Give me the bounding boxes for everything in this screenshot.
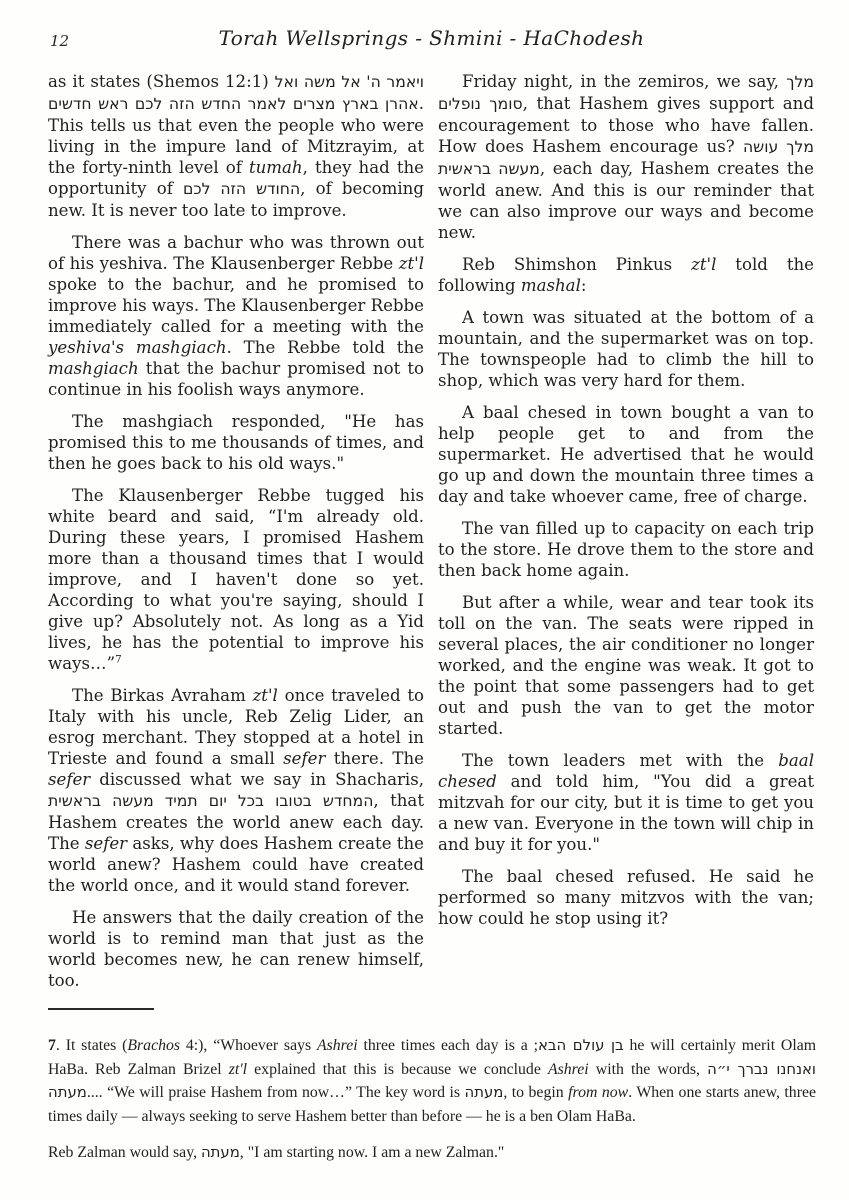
text-segment: .... “We will praise Hashem from now…” The key word is: [86, 1084, 465, 1101]
left-column: [48, 71, 424, 1002]
text-segment: once traveled to Italy with his uncle, Reb Zelig Lider, an esrog merchant. They stopped at a hotel in Trieste and found a small: [48, 686, 424, 768]
text-segment: Ashrei: [547, 1060, 589, 1078]
hebrew-text: ואנחנו נברך י״ה מעתה: [48, 1059, 816, 1101]
text-segment: tumah: [248, 158, 303, 177]
paragraph: [48, 485, 424, 674]
text-segment: He answers that the daily creation of the world is to remind man that just as the world becomes new, he can renew himself, too.: [48, 908, 424, 990]
text-segment: sefer: [283, 749, 326, 768]
text-segment: , that Hashem creates the world anew each day. The: [48, 791, 424, 853]
text-segment: . It states (: [55, 1037, 128, 1054]
hebrew-text: המחדש בטובו בכל יום תמיד מעשה בראשית: [48, 792, 374, 810]
text-segment: Brachos: [127, 1037, 181, 1054]
text-segment: explained that this is because we conclude: [247, 1060, 548, 1078]
text-segment: spoke to the bachur, and he promised to improve his ways. The Klausenberger Rebbe immediately called for a meeting with the: [48, 275, 424, 336]
text-segment: But after a while, wear and tear took its toll on the van. The seats were ripped in several places, the air conditioner no longer worked, and the engine was weak. It got to the point that some passengers had to get out and push the van to get the motor started.: [438, 593, 814, 738]
text-segment: baal chesed: [438, 751, 814, 791]
footnote: [48, 1034, 816, 1178]
text-segment: he will certainly merit Olam HaBa. Reb Zalman Brizel: [48, 1037, 817, 1078]
paragraph: [48, 1034, 816, 1128]
text-segment: Reb Shimshon Pinkus: [462, 255, 692, 274]
text-segment: . When one starts anew, three times daily — always seeking to serve Hashem better than before — he is a ben Olam HaBa.: [48, 1084, 816, 1125]
text-segment: 4:), “Whoever says: [180, 1037, 317, 1054]
paragraph: [48, 907, 424, 991]
text-segment: 7: [48, 1037, 56, 1054]
hebrew-text: מעתה: [200, 1143, 240, 1161]
text-segment: zt'l: [398, 254, 424, 273]
text-segment: sefer: [84, 834, 128, 853]
paragraph: [48, 1141, 816, 1165]
text-segment: A baal chesed in town bought a van to help people get to and from the supermarket. He advertised that he would go up and down the mountain three times a day and take whoever came, free of charge.: [438, 403, 814, 506]
hebrew-text: מלך סומך נופלים: [438, 73, 814, 113]
text-segment: zt'l: [691, 255, 717, 274]
paragraph: [48, 685, 424, 896]
text-segment: with the words,: [588, 1060, 708, 1078]
hebrew-text: מלך עושה מעשה בראשית: [438, 138, 814, 178]
text-segment: :: [580, 276, 587, 295]
text-segment: Friday night, in the zemiros, we say,: [462, 72, 787, 91]
text-segment: The Birkas Avraham: [72, 686, 253, 705]
text-segment: , "I am starting now. I am a new Zalman.": [239, 1144, 505, 1161]
text-segment: A town was situated at the bottom of a mountain, and the supermarket was on top. The townspeople had to climb the hill to shop, which was very hard for them.: [438, 308, 814, 390]
paragraph: [48, 411, 424, 474]
text-segment: that the bachur promised not to continue in his foolish ways anymore.: [48, 359, 424, 399]
text-segment: The van filled up to capacity on each trip to the store. He drove them to the store and then back home again.: [438, 519, 814, 580]
text-segment: , to begin: [503, 1084, 569, 1101]
text-segment: , of becoming new. It is never too late to improve.: [48, 179, 424, 220]
hebrew-text: מעתה: [464, 1083, 504, 1101]
text-segment: yeshiva's mashgiach: [48, 338, 227, 357]
text-segment: There was a bachur who was thrown out of his yeshiva. The Klausenberger Rebbe: [48, 233, 424, 273]
paragraph: [438, 866, 814, 929]
text-segment: . The Rebbe told the: [226, 338, 424, 357]
paragraph: [438, 592, 814, 739]
paragraph: [438, 307, 814, 391]
text-segment: , each day, Hashem creates the world anew. And this is our reminder that we can also improve our ways and become new.: [438, 159, 814, 242]
page-title: Torah Wellsprings - Shmini - HaChodesh: [218, 26, 645, 50]
hebrew-text: ויאמר ה' אל משה ואל אהרן בארץ מצרים לאמר החדש הזה לכם ראש חדשים: [48, 73, 424, 113]
text-segment: Ashrei: [316, 1037, 358, 1054]
text-segment: , they had the opportunity of: [48, 158, 424, 198]
text-segment: . This tells us that even the people who were living in the impure land of Mitzrayim, at the forty-ninth level of: [48, 94, 424, 177]
footnote-separator: [48, 1008, 154, 1010]
text-segment: and told him, "You did a great mitzvah for our city, but it is time to get you a new van. Everyone in the town will chip in and buy it for you.": [438, 772, 814, 854]
text-segment: The baal chesed refused. He said he performed so many mitzvos with the van; how could he stop using it?: [438, 867, 814, 928]
paragraph: [438, 71, 814, 243]
text-segment: told the following: [438, 255, 814, 295]
text-segment: as it states (Shemos 12:1): [48, 72, 275, 91]
right-column: [438, 71, 814, 1002]
paragraph: [48, 71, 424, 221]
text-segment: asks, why does Hashem create the world anew? Hashem could have created the world once, and it would stand forever.: [48, 834, 424, 895]
hebrew-text: בן עולם הבא: [537, 1036, 624, 1054]
body-columns: [48, 71, 814, 1002]
text-segment: from now: [568, 1084, 629, 1101]
paragraph: [438, 402, 814, 507]
paragraph: [48, 232, 424, 400]
text-segment: zt'l: [252, 686, 278, 705]
text-segment: sefer: [48, 770, 91, 789]
text-segment: there. The: [325, 749, 424, 768]
page-number: 12: [50, 32, 70, 50]
text-segment: mashal: [520, 276, 581, 295]
paragraph: [438, 750, 814, 855]
text-segment: Reb Zalman would say,: [48, 1144, 201, 1161]
text-segment: discussed what we say in Shacharis,: [90, 770, 424, 789]
text-segment: mashgiach: [48, 359, 139, 378]
hebrew-text: החודש הזה לכם: [183, 180, 301, 198]
text-segment: zt'l: [228, 1060, 248, 1078]
text-segment: three times each day is a ;: [357, 1037, 538, 1054]
paragraph: [438, 254, 814, 296]
page-header: [48, 26, 815, 58]
text-segment: The town leaders met with the: [462, 751, 779, 770]
text-segment: , that Hashem gives support and encouragement to those who have fallen. How does Hashem encourage us?: [438, 94, 814, 156]
footnote-reference: 7: [115, 653, 122, 666]
text-segment: The Klausenberger Rebbe tugged his white beard and said, “I'm already old. During these years, I promised Hashem more than a thousand times that I would improve, and I haven't done so yet. According to what you're saying, should I give up? Absolutely not. As long as a Yid lives, he has the potential to improve his ways…”: [48, 486, 424, 673]
text-segment: The mashgiach responded, "He has promised this to me thousands of times, and then he goes back to his old ways.": [48, 412, 424, 473]
paragraph: [438, 518, 814, 581]
